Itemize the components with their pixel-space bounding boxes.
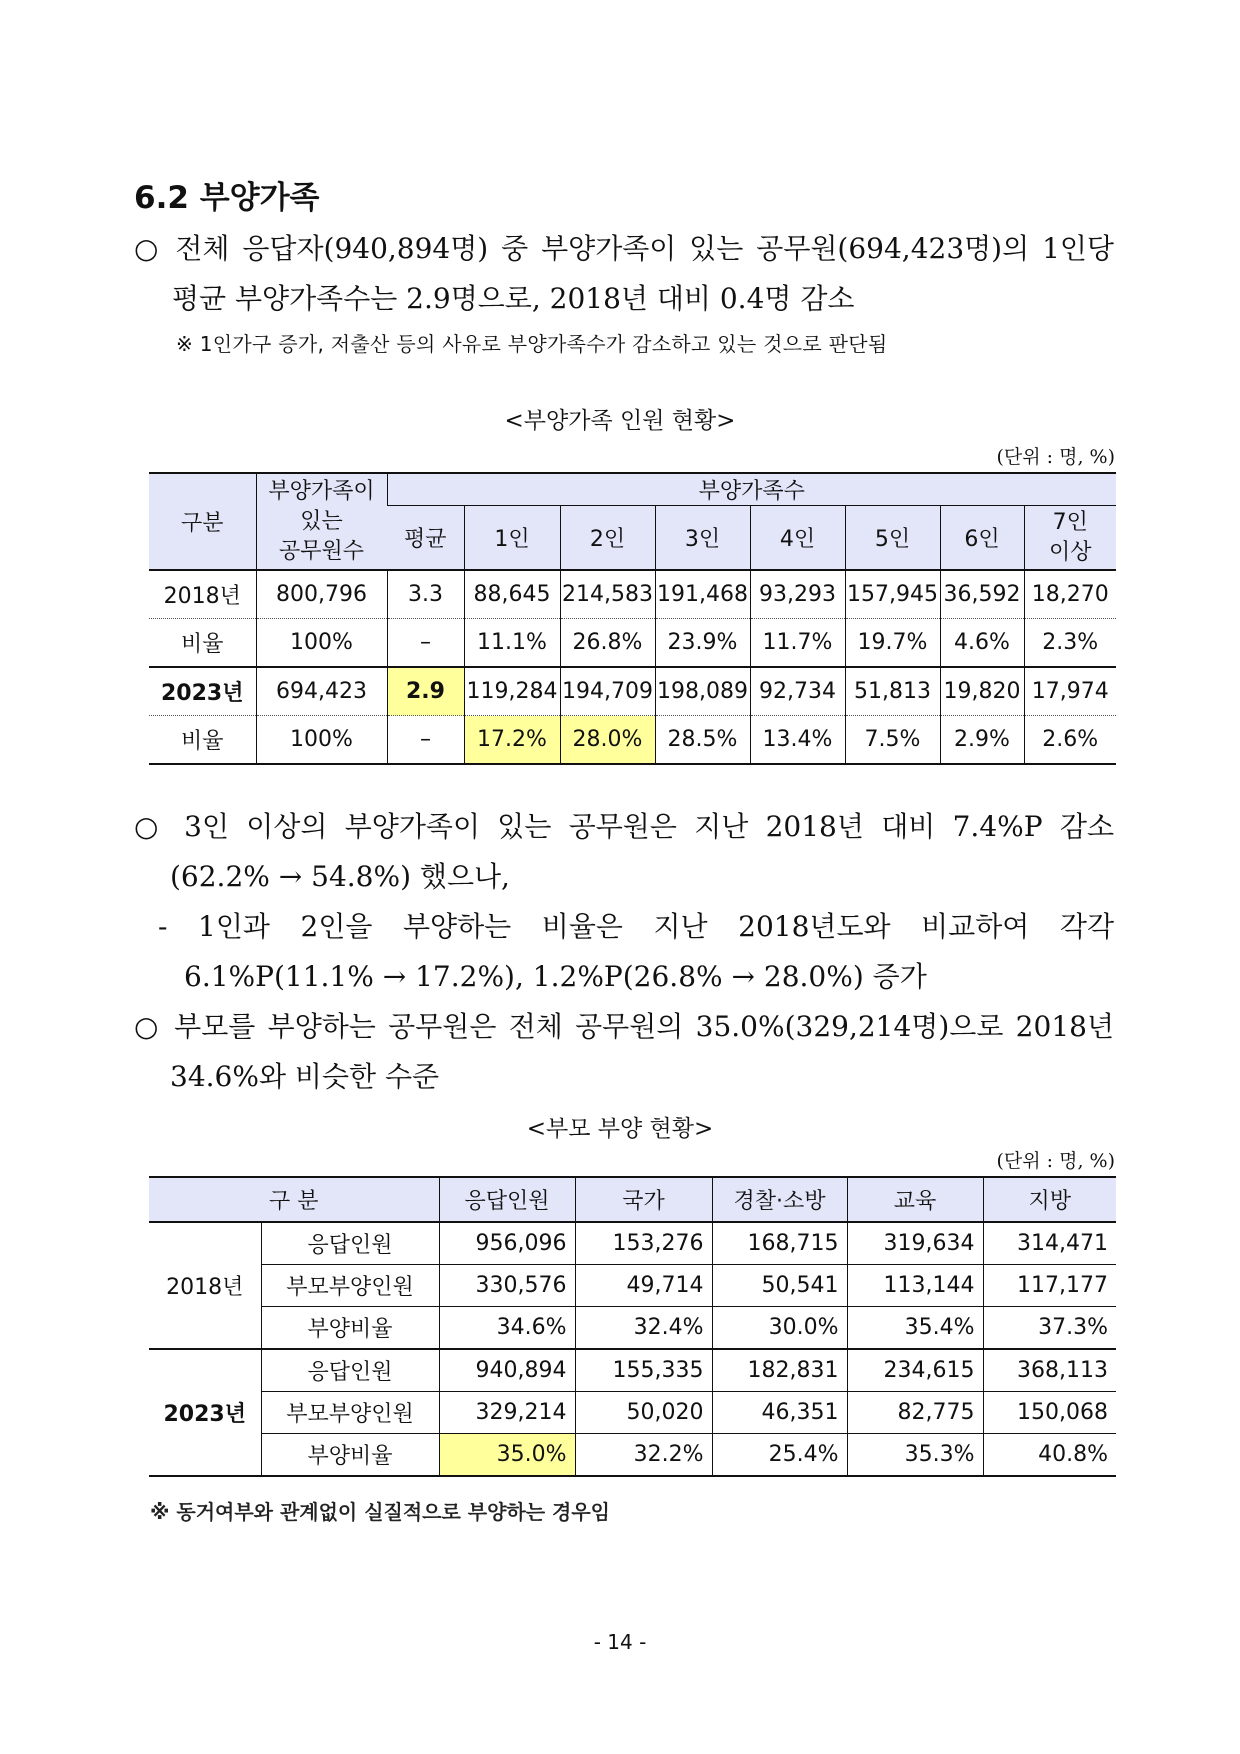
section-heading: 6.2 부양가족 xyxy=(134,180,320,216)
row-label: 2018년 xyxy=(149,570,256,619)
table-1-unit: (단위 : 명, %) xyxy=(996,446,1115,468)
cell: 150,068 xyxy=(983,1392,1116,1434)
cell: 198,089 xyxy=(655,667,750,716)
cell: 2.3% xyxy=(1024,619,1116,668)
cell: – xyxy=(387,716,464,765)
highlighted-cell: 28.0% xyxy=(560,716,655,765)
cell: 17,974 xyxy=(1024,667,1116,716)
header-col-2: 2인 xyxy=(560,506,655,571)
parent-support-table xyxy=(149,1176,1116,1477)
cell: 368,113 xyxy=(983,1349,1116,1392)
header-col-4: 4인 xyxy=(750,506,845,571)
row-label: 부양비율 xyxy=(261,1307,439,1350)
cell: 19,820 xyxy=(940,667,1024,716)
cell: 18,270 xyxy=(1024,570,1116,619)
cell: 155,335 xyxy=(575,1349,712,1392)
header-col-5: 5인 xyxy=(845,506,940,571)
cell: 2.9% xyxy=(940,716,1024,765)
page-number: - 14 - xyxy=(593,1630,647,1654)
cell: 234,615 xyxy=(847,1349,983,1392)
row-label: 부모부양인원 xyxy=(261,1392,439,1434)
cell: 88,645 xyxy=(464,570,560,619)
cell: 214,583 xyxy=(560,570,655,619)
highlighted-cell: 17.2% xyxy=(464,716,560,765)
header-officials: 부양가족이 있는 공무원수 xyxy=(256,473,387,570)
table-1-caption: <부양가족 인원 현황> xyxy=(504,408,736,434)
paragraph-2-line-2: (62.2% → 54.8%) 했으나, xyxy=(170,860,510,893)
cell: 191,468 xyxy=(655,570,750,619)
cell: 46,351 xyxy=(712,1392,847,1434)
cell: 50,541 xyxy=(712,1265,847,1307)
cell: 314,471 xyxy=(983,1222,1116,1265)
table-row xyxy=(149,1349,1116,1392)
table-row xyxy=(149,1392,1116,1434)
header-education: 교육 xyxy=(847,1177,983,1222)
table-row xyxy=(149,1265,1116,1307)
cell: 119,284 xyxy=(464,667,560,716)
highlighted-cell: 2.9 xyxy=(387,667,464,716)
paragraph-2-line-3: - 1인과 2인을 부양하는 비율은 지난 2018년도와 비교하여 각각 xyxy=(158,910,1114,943)
cell: 35.4% xyxy=(847,1307,983,1350)
dependents-table xyxy=(149,472,1116,765)
header-col-1: 1인 xyxy=(464,506,560,571)
cell: 32.4% xyxy=(575,1307,712,1350)
header-dependents: 부양가족수 xyxy=(387,473,1116,506)
cell: 34.6% xyxy=(439,1307,575,1350)
cell: 82,775 xyxy=(847,1392,983,1434)
cell: 100% xyxy=(256,716,387,765)
table-2-note: ※ 동거여부와 관계없이 실질적으로 부양하는 경우임 xyxy=(150,1500,610,1524)
cell: 168,715 xyxy=(712,1222,847,1265)
cell: 117,177 xyxy=(983,1265,1116,1307)
cell: 13.4% xyxy=(750,716,845,765)
highlighted-cell: 35.0% xyxy=(439,1434,575,1477)
header-police-fire: 경찰·소방 xyxy=(712,1177,847,1222)
cell: 100% xyxy=(256,619,387,668)
cell: 319,634 xyxy=(847,1222,983,1265)
cell: 30.0% xyxy=(712,1307,847,1350)
row-label: 응답인원 xyxy=(261,1222,439,1265)
row-label: 응답인원 xyxy=(261,1349,439,1392)
cell: – xyxy=(387,619,464,668)
year-label: 2023년 xyxy=(149,1349,261,1476)
row-label: 2023년 xyxy=(149,667,256,716)
cell: 329,214 xyxy=(439,1392,575,1434)
cell: 32.2% xyxy=(575,1434,712,1477)
cell: 113,144 xyxy=(847,1265,983,1307)
paragraph-3-line-1: ○ 부모를 부양하는 공무원은 전체 공무원의 35.0%(329,214명)으로 2018년 xyxy=(134,1010,1114,1043)
cell: 157,945 xyxy=(845,570,940,619)
header-average: 평균 xyxy=(387,506,464,571)
row-label: 부양비율 xyxy=(261,1434,439,1477)
year-label: 2018년 xyxy=(149,1222,261,1349)
cell: 50,020 xyxy=(575,1392,712,1434)
paragraph-1-line-1: ○ 전체 응답자(940,894명) 중 부양가족이 있는 공무원(694,423명)의 1인당 xyxy=(134,232,1114,265)
header-col-3: 3인 xyxy=(655,506,750,571)
cell: 4.6% xyxy=(940,619,1024,668)
cell: 26.8% xyxy=(560,619,655,668)
header-national: 국가 xyxy=(575,1177,712,1222)
table-row xyxy=(149,1222,1116,1265)
cell: 153,276 xyxy=(575,1222,712,1265)
cell: 2.6% xyxy=(1024,716,1116,765)
cell: 7.5% xyxy=(845,716,940,765)
cell: 11.7% xyxy=(750,619,845,668)
cell: 92,734 xyxy=(750,667,845,716)
row-label: 부모부양인원 xyxy=(261,1265,439,1307)
cell: 3.3 xyxy=(387,570,464,619)
cell: 19.7% xyxy=(845,619,940,668)
cell: 956,096 xyxy=(439,1222,575,1265)
paragraph-2-line-4: 6.1%P(11.1% → 17.2%), 1.2%P(26.8% → 28.0%) 증가 xyxy=(184,960,927,993)
header-col-6: 6인 xyxy=(940,506,1024,571)
cell: 37.3% xyxy=(983,1307,1116,1350)
paragraph-1-note: ※ 1인가구 증가, 저출산 등의 사유로 부양가족수가 감소하고 있는 것으로 판단됨 xyxy=(176,332,888,356)
cell: 23.9% xyxy=(655,619,750,668)
paragraph-2-line-1: ○ 3인 이상의 부양가족이 있는 공무원은 지난 2018년 대비 7.4%P 감소 xyxy=(134,810,1114,843)
header-local: 지방 xyxy=(983,1177,1116,1222)
paragraph-1-line-2: 평균 부양가족수는 2.9명으로, 2018년 대비 0.4명 감소 xyxy=(172,282,855,315)
cell: 940,894 xyxy=(439,1349,575,1392)
table-row xyxy=(149,1307,1116,1350)
cell: 800,796 xyxy=(256,570,387,619)
table-2-unit: (단위 : 명, %) xyxy=(996,1150,1115,1172)
header-category: 구분 xyxy=(149,473,256,570)
cell: 11.1% xyxy=(464,619,560,668)
cell: 194,709 xyxy=(560,667,655,716)
row-label: 비율 xyxy=(149,716,256,765)
header-col-7: 7인 이상 xyxy=(1024,506,1116,571)
cell: 40.8% xyxy=(983,1434,1116,1477)
cell: 694,423 xyxy=(256,667,387,716)
cell: 36,592 xyxy=(940,570,1024,619)
header-category: 구 분 xyxy=(149,1177,439,1222)
paragraph-3-line-2: 34.6%와 비슷한 수준 xyxy=(170,1060,440,1093)
cell: 35.3% xyxy=(847,1434,983,1477)
cell: 25.4% xyxy=(712,1434,847,1477)
header-respondents: 응답인원 xyxy=(439,1177,575,1222)
table-row xyxy=(149,619,1116,668)
table-row xyxy=(149,570,1116,619)
table-row xyxy=(149,1434,1116,1477)
row-label: 비율 xyxy=(149,619,256,668)
cell: 51,813 xyxy=(845,667,940,716)
table-row xyxy=(149,667,1116,716)
cell: 28.5% xyxy=(655,716,750,765)
cell: 182,831 xyxy=(712,1349,847,1392)
table-row xyxy=(149,716,1116,765)
cell: 49,714 xyxy=(575,1265,712,1307)
cell: 330,576 xyxy=(439,1265,575,1307)
cell: 93,293 xyxy=(750,570,845,619)
table-2-caption: <부모 부양 현황> xyxy=(526,1116,714,1142)
